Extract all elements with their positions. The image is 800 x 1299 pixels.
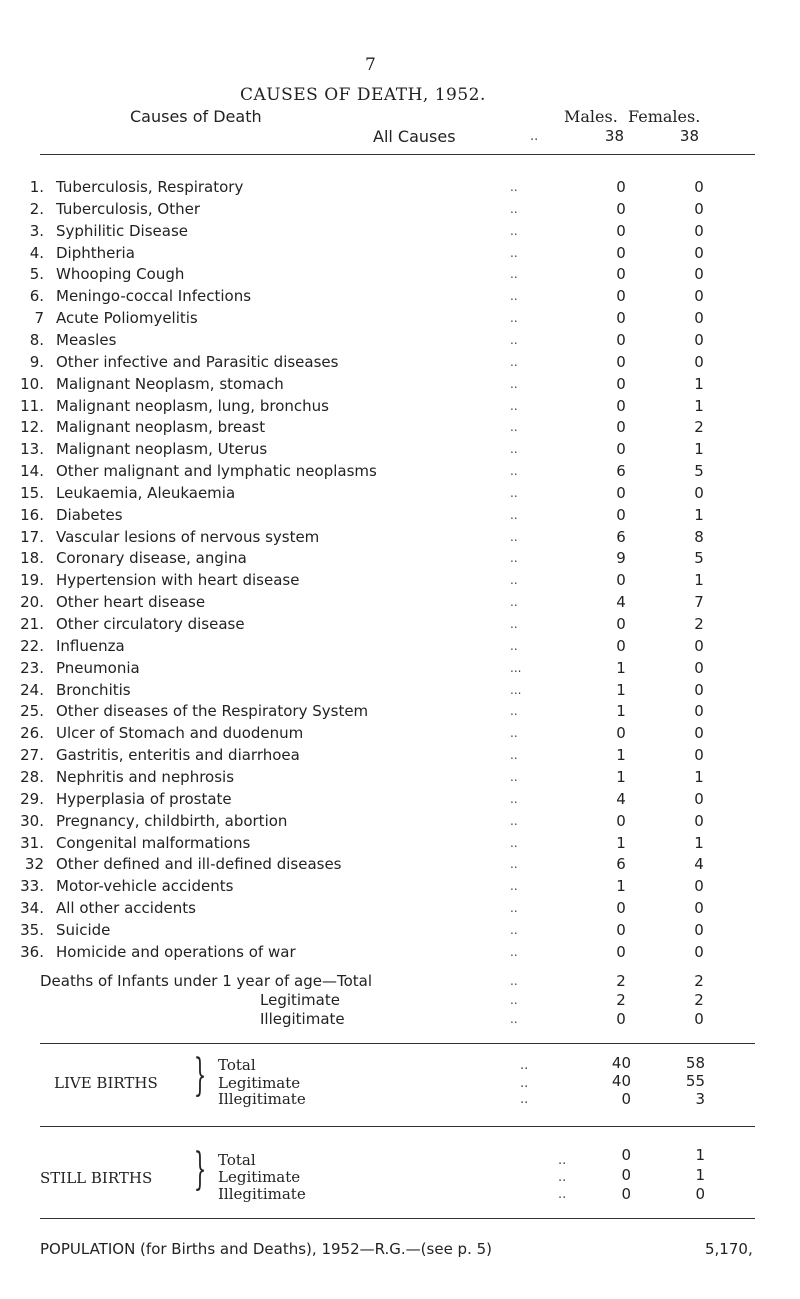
males-value: 0 [616,374,626,393]
cause-label: Pneumonia [56,658,140,677]
table-row [0,746,800,766]
table-row [0,877,800,897]
infant-deaths-total-dots: .. [510,974,518,988]
divider [40,1126,755,1127]
males-value: 0 [616,920,626,939]
cause-label: Meningo-coccal Infections [56,287,252,306]
cause-label: Whooping Cough [56,265,185,284]
live-births-illegit-dots: .. [520,1092,529,1107]
cause-number: 6. [29,287,44,306]
cause-label: Nephritis and nephrosis [56,767,235,786]
row-dots: ... [510,682,522,697]
males-value: 0 [616,265,626,284]
still-births-legit-females: 1 [695,1166,705,1184]
males-value: 1 [616,658,626,677]
live-births-legit-dots: .. [520,1076,529,1091]
cause-label: Tuberculosis, Respiratory [56,178,244,196]
table-row [0,921,800,941]
all-causes-dots: .. [530,129,539,144]
cause-number: 27. [20,746,44,765]
table-row [0,462,800,482]
cause-label: Malignant neoplasm, Uterus [56,440,268,459]
cause-number: 20. [20,593,44,612]
males-value: 1 [616,680,626,699]
females-value: 1 [694,833,704,852]
cause-label: Tuberculosis, Other [56,199,201,218]
table-row [0,222,800,242]
table-row [0,681,800,701]
cause-number: 34. [20,899,44,918]
females-value: 2 [694,418,704,437]
table-row [0,418,800,438]
all-causes-females: 38 [679,127,699,145]
live-births-total-dots: .. [520,1058,529,1073]
row-dots: .. [510,704,518,719]
males-value: 0 [616,199,626,218]
infant-deaths-total-females: 2 [694,972,704,990]
divider [40,154,755,155]
row-dots: .. [510,223,518,238]
row-dots: .. [510,529,518,544]
males-value: 1 [616,702,626,721]
table-row [0,724,800,744]
row-dots: .. [510,398,518,413]
cause-label: Congenital malformations [56,833,251,852]
row-dots: .. [510,507,518,522]
infant-deaths-total-males: 2 [616,972,626,990]
males-value: 0 [616,287,626,306]
table-row [0,834,800,854]
males-value: 1 [616,833,626,852]
cause-number: 26. [20,724,44,743]
males-value: 6 [616,855,626,874]
males-value: 0 [616,899,626,918]
cause-number: 32 [24,855,44,874]
cause-label: Malignant neoplasm, lung, bronchus [56,396,329,415]
table-row [0,440,800,460]
still-births-illegit-males: 0 [621,1185,631,1203]
table-row [0,331,800,351]
females-value: 1 [694,396,704,415]
females-value: 0 [694,287,704,306]
females-value: 1 [694,571,704,590]
table-row [0,375,800,395]
cause-label: Bronchitis [56,680,131,699]
still-births-illegit-label: Illegitimate [218,1185,306,1203]
cause-number: 12. [20,418,44,437]
brace-icon: } [193,1050,207,1101]
cause-label: Syphilitic Disease [56,221,188,240]
table-row [0,593,800,613]
table-row [0,899,800,919]
males-value: 0 [616,811,626,830]
females-value: 0 [694,942,704,961]
males-value: 0 [616,221,626,240]
live-births-illegit-label: Illegitimate [218,1090,306,1108]
females-value: 5 [694,462,704,481]
females-value: 8 [694,527,704,546]
table-row [0,244,800,264]
females-value: 0 [694,877,704,896]
cause-number: 14. [20,462,44,481]
row-dots: .. [510,332,518,347]
live-births-total-females: 58 [685,1054,705,1072]
infant-deaths-legit-females: 2 [694,991,704,1009]
infant-deaths-illegit-row [0,1010,800,1030]
causes-header: Causes of Death [130,107,262,126]
cause-number: 13. [20,440,44,459]
row-dots: .. [510,813,518,828]
still-births-illegit-females: 0 [695,1185,705,1203]
infant-deaths-legit-row [0,991,800,1011]
still-births-total-females: 1 [695,1146,705,1164]
females-value: 0 [694,899,704,918]
infant-deaths-illegit-females: 0 [694,1010,704,1028]
cause-label: Hyperplasia of prostate [56,789,232,808]
all-causes-males: 38 [604,127,624,145]
still-births-legit-dots: .. [558,1170,567,1185]
live-births-label: LIVE BIRTHS [54,1074,158,1092]
live-births-legit-males: 40 [611,1072,631,1090]
females-value: 1 [694,505,704,524]
females-value: 0 [694,352,704,371]
males-value: 0 [616,330,626,349]
still-births-illegit-dots: .. [558,1187,567,1202]
table-row [0,637,800,657]
females-value: 0 [694,483,704,502]
population-label: POPULATION (for Births and Deaths), 1952—R.G.—(see p. 5) [40,1240,493,1258]
males-value: 1 [616,746,626,765]
cause-label: Suicide [56,920,111,939]
females-value: 0 [694,265,704,284]
cause-number: 31. [20,833,44,852]
cause-label: Other infective and Parasitic diseases [56,352,339,371]
males-value: 1 [616,767,626,786]
cause-number: 8. [29,330,44,349]
males-value: 0 [616,440,626,459]
row-dots: .. [510,442,518,457]
females-value: 0 [694,789,704,808]
cause-label: Diabetes [56,505,123,524]
females-value: 0 [694,746,704,765]
row-dots: .. [510,464,518,479]
row-dots: .. [510,595,518,610]
males-value: 4 [616,593,626,612]
divider [40,1043,755,1044]
males-value: 0 [616,243,626,262]
row-dots: .. [510,791,518,806]
cause-label: Diphtheria [56,243,135,262]
row-dots: .. [510,922,518,937]
row-dots: ... [510,660,522,675]
row-dots: .. [510,289,518,304]
cause-number: 1. [29,178,44,196]
males-value: 0 [616,418,626,437]
males-value: 4 [616,789,626,808]
cause-number: 21. [20,615,44,633]
females-value: 5 [694,549,704,568]
row-dots: .. [510,944,518,959]
table-row [0,549,800,569]
row-dots: .. [510,180,518,194]
cause-label: Vascular lesions of nervous system [56,527,320,546]
table-row [0,265,800,285]
males-header: Males. [564,107,618,126]
cause-number: 9. [29,352,44,371]
row-dots: .. [510,748,518,763]
row-dots: .. [510,267,518,282]
cause-label: Other malignant and lymphatic neoplasms [56,462,377,481]
cause-number: 36. [20,942,44,961]
table-row [0,812,800,832]
still-births-legit-label: Legitimate [218,1168,301,1186]
cause-label: Other defined and ill-defined diseases [56,855,342,874]
row-dots: .. [510,485,518,500]
cause-label: Influenza [56,636,125,655]
cause-label: All other accidents [56,899,196,918]
row-dots: .. [510,311,518,326]
females-value: 0 [694,680,704,699]
cause-label: Other heart disease [56,593,206,612]
live-births-total-label: Total [218,1056,256,1074]
table-row [0,855,800,875]
population-value: 5,170, [705,1240,753,1258]
cause-number: 16. [20,505,44,524]
cause-number: 4. [29,243,44,262]
row-dots: .. [510,857,518,872]
cause-number: 3. [29,221,44,240]
females-value: 4 [694,855,704,874]
females-value: 0 [694,221,704,240]
cause-number: 10. [20,374,44,393]
males-value: 0 [616,483,626,502]
all-causes-label: All Causes [373,127,456,146]
row-dots: .. [510,638,518,653]
cause-number: 5. [29,265,44,284]
cause-number: 33. [20,877,44,896]
table-row [0,287,800,307]
females-value: 0 [694,243,704,262]
table-row [0,790,800,810]
live-births-legit-females: 55 [685,1072,705,1090]
row-dots: .. [510,376,518,391]
females-value: 0 [694,330,704,349]
females-value: 0 [694,811,704,830]
males-value: 0 [616,178,626,196]
males-value: 9 [616,549,626,568]
females-value: 0 [694,920,704,939]
table-row [0,702,800,722]
cause-label: Homicide and operations of war [56,942,296,961]
females-value: 0 [694,199,704,218]
males-value: 0 [616,352,626,371]
cause-number: 17. [20,527,44,546]
females-value: 1 [694,374,704,393]
infant-deaths-illegit-label: Illegitimate [260,1010,345,1028]
live-births-illegit-females: 3 [695,1090,705,1108]
table-row [0,943,800,963]
cause-number: 11. [20,396,44,415]
males-value: 0 [616,396,626,415]
females-header: Females. [628,107,701,126]
males-value: 6 [616,527,626,546]
row-dots: .. [510,201,518,216]
females-value: 2 [694,615,704,633]
infant-deaths-legit-label: Legitimate [260,991,340,1009]
cause-label: Malignant neoplasm, breast [56,418,266,437]
divider [40,1218,755,1219]
females-value: 0 [694,702,704,721]
males-value: 0 [616,942,626,961]
row-dots: .. [510,354,518,369]
cause-label: Motor-vehicle accidents [56,877,234,896]
table-row [0,200,800,220]
infant-deaths-legit-dots: .. [510,993,518,1007]
row-dots: .. [510,901,518,916]
still-births-total-males: 0 [621,1146,631,1164]
infant-deaths-total-row [0,972,800,992]
cause-number: 23. [20,658,44,677]
females-value: 0 [694,309,704,328]
males-value: 0 [616,571,626,590]
cause-number: 30. [20,811,44,830]
row-dots: .. [510,879,518,894]
males-value: 1 [616,877,626,896]
row-dots: .. [510,420,518,435]
still-births-total-label: Total [218,1151,256,1169]
table-row [0,768,800,788]
brace-icon: } [193,1144,207,1195]
cause-label: Ulcer of Stomach and duodenum [56,724,304,743]
row-dots: .. [510,726,518,741]
cause-label: Measles [56,330,117,349]
females-value: 7 [694,593,704,612]
females-value: 0 [694,178,704,196]
cause-number: 24. [20,680,44,699]
table-row [0,397,800,417]
females-value: 1 [694,767,704,786]
still-births-legit-males: 0 [621,1166,631,1184]
cause-number: 29. [20,789,44,808]
cause-number: 7 [34,309,44,328]
table-row [0,506,800,526]
cause-number: 35. [20,920,44,939]
infant-deaths-total-label: Deaths of Infants under 1 year of age—Total [40,972,372,990]
infant-deaths-illegit-males: 0 [616,1010,626,1028]
row-dots: .. [510,769,518,784]
cause-label: Hypertension with heart disease [56,571,300,590]
females-value: 0 [694,658,704,677]
infant-deaths-illegit-dots: .. [510,1012,518,1026]
males-value: 6 [616,462,626,481]
cause-number: 2. [29,199,44,218]
table-row [0,309,800,329]
table-row [0,528,800,548]
still-births-label: STILL BIRTHS [40,1169,153,1187]
row-dots: .. [510,835,518,850]
cause-label: Pregnancy, childbirth, abortion [56,811,288,830]
cause-number: 25. [20,702,44,721]
table-row [0,178,800,198]
row-dots: .. [510,617,518,631]
cause-number: 15. [20,483,44,502]
cause-label: Leukaemia, Aleukaemia [56,483,236,502]
infant-deaths-legit-males: 2 [616,991,626,1009]
females-value: 0 [694,724,704,743]
table-row [0,659,800,679]
females-value: 0 [694,636,704,655]
cause-label: Coronary disease, angina [56,549,247,568]
row-dots: .. [510,245,518,260]
males-value: 0 [616,724,626,743]
table-row [0,615,800,635]
table-row [0,484,800,504]
cause-number: 22. [20,636,44,655]
row-dots: .. [510,551,518,566]
table-row [0,353,800,373]
page-title: CAUSES OF DEATH, 1952. [240,85,486,105]
cause-label: Acute Poliomyelitis [56,309,198,328]
cause-number: 28. [20,767,44,786]
live-births-total-males: 40 [611,1054,631,1072]
cause-label: Gastritis, enteritis and diarrhoea [56,746,300,765]
page-number: 7 [365,55,376,75]
cause-label: Other diseases of the Respiratory System [56,702,369,721]
cause-label: Malignant Neoplasm, stomach [56,374,284,393]
live-births-illegit-males: 0 [621,1090,631,1108]
cause-number: 19. [20,571,44,590]
females-value: 1 [694,440,704,459]
cause-label: Other circulatory disease [56,615,245,633]
males-value: 0 [616,636,626,655]
cause-number: 18. [20,549,44,568]
live-births-legit-label: Legitimate [218,1074,301,1092]
table-row [0,571,800,591]
males-value: 0 [616,309,626,328]
still-births-total-dots: .. [558,1153,567,1168]
row-dots: .. [510,573,518,588]
males-value: 0 [616,615,626,633]
males-value: 0 [616,505,626,524]
